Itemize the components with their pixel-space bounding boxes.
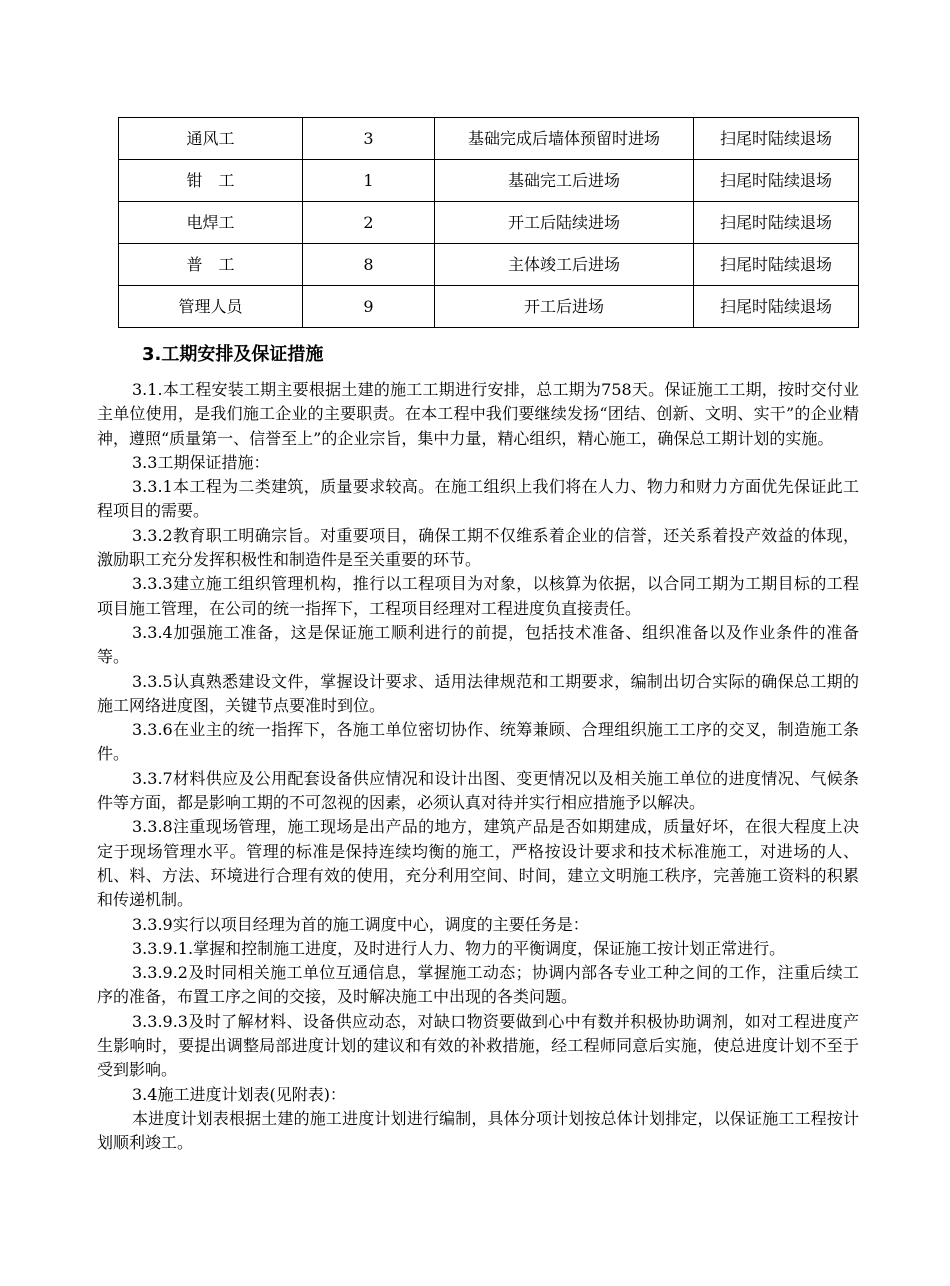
- table-row: [119, 286, 859, 328]
- paragraph: 3.3.8注重现场管理，施工现场是出产品的地方，建筑产品是否如期建成，质量好坏，在很大程度上决定于现场管理水平。管理的标准是保持连续均衡的施工，严格按设计要求和技术标准施工，对进场的人、机、料、方法、环境进行合理有效的使用，充分利用空间、时间，建立文明施工秩序，完善施工资料的积累和传递机制。: [97, 817, 859, 910]
- table-row: [119, 118, 859, 160]
- staffing-table-body: [119, 118, 859, 328]
- paragraph: 3.3.1本工程为二类建筑，质量要求较高。在施工组织上我们将在人力、物力和财力方面优先保证此工程项目的需要。: [97, 477, 859, 521]
- table-row: [119, 202, 859, 244]
- exit-time-cell: 扫尾时陆续退场: [694, 286, 859, 328]
- paragraph: 3.3.9.1.掌握和控制施工进度，及时进行人力、物力的平衡调度，保证施工按计划正常进行。: [132, 938, 786, 958]
- entry-time-cell: 基础完成后墙体预留时进场: [435, 118, 694, 160]
- entry-time-cell: 主体竣工后进场: [435, 244, 694, 286]
- table-row: [119, 244, 859, 286]
- count-cell: 3: [303, 118, 435, 160]
- count-cell: 9: [303, 286, 435, 328]
- paragraph: 3.3.5认真熟悉建设文件，掌握设计要求、适用法律规范和工期要求，编制出切合实际的确保总工期的施工网络进度图，关键节点要准时到位。: [97, 671, 859, 715]
- entry-time-cell: 基础完工后进场: [435, 160, 694, 202]
- paragraph: 3.3.7材料供应及公用配套设备供应情况和设计出图、变更情况以及相关施工单位的进度情况、气候条件等方面，都是影响工期的不可忽视的因素，必须认真对待并实行相应措施予以解决。: [97, 768, 859, 813]
- paragraph: 3.3.4加强施工准备，这是保证施工顺利进行的前提，包括技术准备、组织准备以及作业条件的准备等。: [97, 622, 859, 667]
- paragraph: 3.3工期保证措施：: [132, 452, 270, 472]
- section-heading: 3.工期安排及保证措施: [142, 344, 324, 365]
- count-cell: 2: [303, 202, 435, 244]
- paragraph: 3.3.9.3及时了解材料、设备供应动态，对缺口物资要做到心中有数并积极协助调剂，如对工程进度产生影响时，要提出调整局部进度计划的建议和有效的补救措施，经工程师同意后实施，使总进度计划不至于受到影响。: [97, 1011, 859, 1080]
- paragraph: 3.3.9实行以项目经理为首的施工调度中心，调度的主要任务是：: [132, 914, 589, 934]
- table-row: [119, 160, 859, 202]
- entry-time-cell: 开工后陆续进场: [435, 202, 694, 244]
- paragraph: 3.3.2教育职工明确宗旨。对重要项目，确保工期不仅维系着企业的信誉，还关系着投产效益的体现，激励职工充分发挥积极性和制造件是至关重要的环节。: [97, 525, 859, 570]
- section-body: [97, 378, 859, 1156]
- count-cell: 8: [303, 244, 435, 286]
- paragraph: 3.3.3建立施工组织管理机构，推行以工程项目为对象，以核算为依据，以合同工期为工期目标的工程项目施工管理，在公司的统一指挥下，工程项目经理对工程进度负直接责任。: [97, 574, 859, 618]
- entry-time-cell: 开工后进场: [435, 286, 694, 328]
- paragraph: 3.1.本工程安装工期主要根据土建的施工工期进行安排，总工期为758天。保证施工工期，按时交付业主单位使用，是我们施工企业的主要职责。在本工程中我们要继续发扬“团结、创新、文明、实干”的企业精神，遵照“质量第一、信誉至上”的企业宗旨，集中力量，精心组织，精心施工，确保总工期计划的实施。: [97, 380, 859, 448]
- paragraph: 3.3.6在业主的统一指挥下，各施工单位密切协作、统筹兼顾、合理组织施工工序的交叉，制造施工条件。: [97, 720, 859, 764]
- exit-time-cell: 扫尾时陆续退场: [694, 244, 859, 286]
- paragraph: 本进度计划表根据土建的施工进度计划进行编制，具体分项计划按总体计划排定，以保证施工工程按计划顺利竣工。: [97, 1108, 859, 1153]
- trade-cell: 普 工: [119, 244, 303, 286]
- staffing-table: [118, 117, 859, 328]
- exit-time-cell: 扫尾时陆续退场: [694, 202, 859, 244]
- trade-cell: 钳 工: [119, 160, 303, 202]
- trade-cell: 管理人员: [119, 286, 303, 328]
- count-cell: 1: [303, 160, 435, 202]
- paragraph: 3.3.9.2及时同相关施工单位互通信息，掌握施工动态；协调内部各专业工种之间的工作，注重后续工序的准备，布置工序之间的交接，及时解决施工中出现的各类问题。: [97, 963, 859, 1007]
- trade-cell: 通风工: [119, 118, 303, 160]
- exit-time-cell: 扫尾时陆续退场: [694, 160, 859, 202]
- trade-cell: 电焊工: [119, 202, 303, 244]
- exit-time-cell: 扫尾时陆续退场: [694, 118, 859, 160]
- paragraph: 3.4施工进度计划表(见附表)：: [132, 1084, 346, 1104]
